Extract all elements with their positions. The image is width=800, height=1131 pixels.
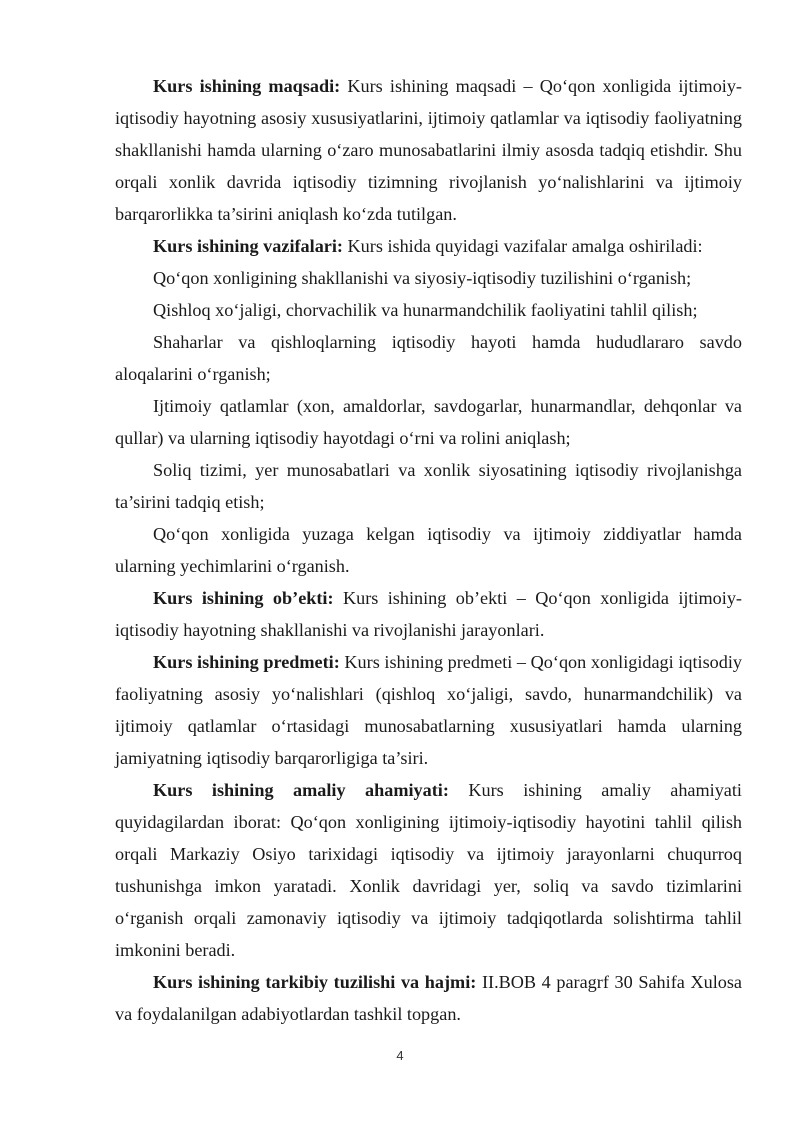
paragraph-amaliy-ahamiyati bbox=[115, 774, 742, 966]
paragraph-heading: Kurs ishining maqsadi: bbox=[153, 76, 341, 96]
paragraph-tuzilishi bbox=[115, 966, 742, 1030]
paragraph-text: Kurs ishida quyidagi vazifalar amalga oshiriladi: bbox=[342, 236, 703, 256]
paragraph-maqsadi bbox=[115, 70, 742, 230]
page-body bbox=[115, 70, 742, 1030]
paragraph-text: II.BOB 4 paragrf 30 Sahifa Xulosa va foydalanilgan adabiyotlardan tashkil topgan. bbox=[115, 972, 742, 1024]
task-item bbox=[115, 326, 742, 390]
task-item bbox=[115, 518, 742, 582]
paragraph-vazifalari bbox=[115, 230, 742, 262]
paragraph-heading: Kurs ishining vazifalari: bbox=[153, 236, 343, 256]
task-item bbox=[115, 294, 742, 326]
task-item bbox=[115, 390, 742, 454]
paragraph-text: Soliq tizimi, yer munosabatlari va xonlik siyosatining iqtisodiy rivojlanishga ta’sirini tadqiq etish; bbox=[115, 460, 742, 512]
paragraph-text: Kurs ishining amaliy ahamiyati quyidagilardan iborat: Qo‘qon xonligining ijtimoiy-iqtisodiy hayotini tahlil qilish orqali Markaziy Osiyo tarixidagi iqtisodiy va ijtimoiy jarayonlarni chuqurroq tushunishga imkon yaratadi. Xonlik davridagi yer, soliq va savdo tizimlarini o‘rganish orqali zamonaviy iqtisodiy va ijtimoiy tadqiqotlarda solishtirma tahlil imkonini beradi. bbox=[115, 780, 742, 960]
task-item bbox=[115, 454, 742, 518]
paragraph-heading: Kurs ishining amaliy ahamiyati: bbox=[153, 780, 449, 800]
paragraph-heading: Kurs ishining predmeti: bbox=[153, 652, 340, 672]
paragraph-text: Kurs ishining predmeti – Qo‘qon xonligidagi iqtisodiy faoliyatning asosiy yo‘nalishlari (qishloq xo‘jaligi, savdo, hunarmandchilik) va ijtimoiy qatlamlar o‘rtasidagi munosabatlarning xususiyatlari hamda ularning jamiyatning iqtisodiy barqarorligiga ta’siri. bbox=[115, 652, 742, 768]
paragraph-heading: Kurs ishining tarkibiy tuzilishi va hajmi: bbox=[153, 972, 477, 992]
paragraph-predmeti bbox=[115, 646, 742, 774]
paragraph-text: Kurs ishining ob’ekti – Qo‘qon xonligida ijtimoiy-iqtisodiy hayotning shakllanishi va rivojlanishi jarayonlari. bbox=[115, 588, 742, 640]
page-number: 4 bbox=[396, 1048, 404, 1063]
task-item bbox=[115, 262, 742, 294]
paragraph-text: Kurs ishining maqsadi – Qo‘qon xonligida ijtimoiy-iqtisodiy hayotning asosiy xususiyatlarini, ijtimoiy qatlamlar va iqtisodiy faoliyatning shakllanishi hamda ularning o‘zaro munosabatlarini ilmiy asosda tadqiq etishdir. Shu orqali xonlik davrida iqtisodiy tizimning rivojlanish yo‘nalishlarini va ijtimoiy barqarorlikka ta’sirini aniqlash ko‘zda tutilgan. bbox=[115, 76, 742, 224]
paragraph-text: Qishloq xo‘jaligi, chorvachilik va hunarmandchilik faoliyatini tahlil qilish; bbox=[153, 300, 698, 320]
paragraph-text: Qo‘qon xonligining shakllanishi va siyosiy-iqtisodiy tuzilishini o‘rganish; bbox=[153, 268, 692, 288]
paragraph-obekti bbox=[115, 582, 742, 646]
paragraph-heading: Kurs ishining ob’ekti: bbox=[153, 588, 334, 608]
paragraph-text: Shaharlar va qishloqlarning iqtisodiy hayoti hamda hududlararo savdo aloqalarini o‘rganish; bbox=[115, 332, 742, 384]
paragraph-text: Ijtimoiy qatlamlar (xon, amaldorlar, savdogarlar, hunarmandlar, dehqonlar va qullar) va ularning iqtisodiy hayotdagi o‘rni va rolini aniqlash; bbox=[115, 396, 742, 448]
paragraph-text: Qo‘qon xonligida yuzaga kelgan iqtisodiy va ijtimoiy ziddiyatlar hamda ularning yechimlarini o‘rganish. bbox=[115, 524, 742, 576]
